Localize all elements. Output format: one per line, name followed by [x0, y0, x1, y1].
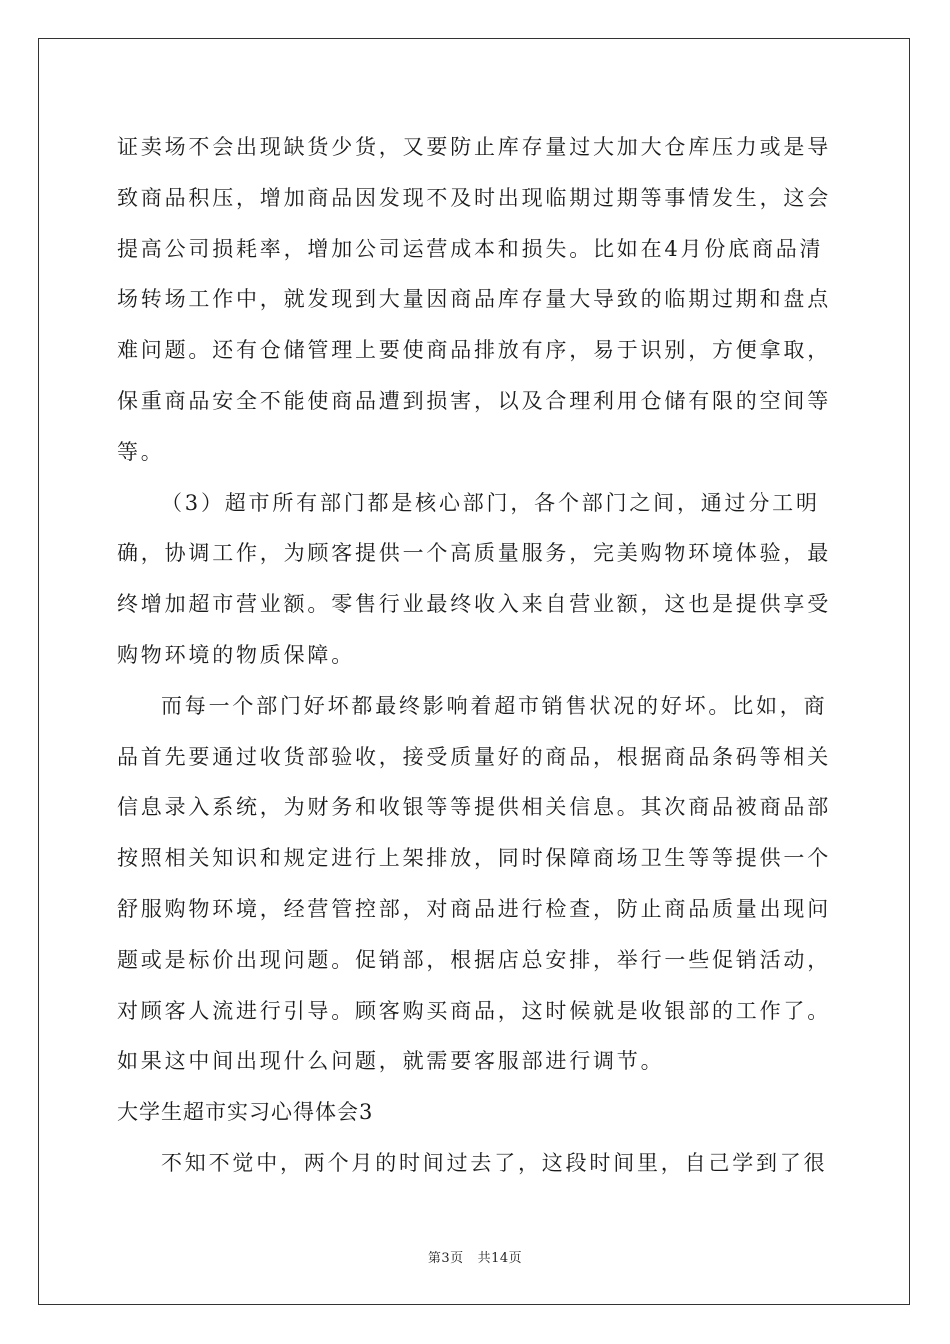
- page-number: 第3页: [427, 1251, 464, 1266]
- text-line: 信息录入系统，为财务和收银等等提供相关信息。其次商品被商品部: [117, 795, 831, 820]
- page-footer: [0, 1247, 950, 1266]
- text-line: 难问题。还有仓储管理上要使商品排放有序，易于识别，方便拿取，: [117, 338, 831, 363]
- text-line: 品首先要通过收货部验收，接受质量好的商品，根据商品条码等相关: [117, 744, 831, 769]
- paragraph-start-line: 不知不觉中，两个月的时间过去了，这段时间里，自己学到了很: [161, 1150, 828, 1175]
- document-body: [117, 122, 833, 1189]
- text-line: 等。: [117, 439, 165, 464]
- text-line: 提高公司损耗率，增加公司运营成本和损失。比如在4月份底商品清: [117, 236, 824, 261]
- paragraph-start-line: （3）超市所有部门都是核心部门，各个部门之间，通过分工明: [161, 490, 820, 515]
- text-line: 舒服购物环境，经营管控部，对商品进行检查，防止商品质量出现问: [117, 896, 831, 921]
- section-heading: 大学生超市实习心得体会3: [117, 1100, 374, 1125]
- text-line: 如果这中间出现什么问题，就需要客服部进行调节。: [117, 1049, 665, 1074]
- text-line: 对顾客人流进行引导。顾客购买商品，这时候就是收银部的工作了。: [117, 998, 831, 1023]
- text-line: 保重商品安全不能使商品遭到损害，以及合理利用仓储有限的空间等: [117, 388, 831, 413]
- text-line: 场转场工作中，就发现到大量因商品库存量大导致的临期过期和盘点: [117, 287, 831, 312]
- text-line: 确，协调工作，为顾客提供一个高质量服务，完美购物环境体验，最: [117, 541, 831, 566]
- text-line: 购物环境的物质保障。: [117, 642, 355, 667]
- total-pages: 共14页: [477, 1251, 523, 1266]
- text-line: 终增加超市营业额。零售行业最终收入来自营业额，这也是提供享受: [117, 592, 831, 617]
- text-line: 致商品积压，增加商品因发现不及时出现临期过期等事情发生，这会: [117, 185, 831, 210]
- text-line: 证卖场不会出现缺货少货，又要防止库存量过大加大仓库压力或是导: [117, 135, 831, 159]
- paragraph-start-line: 而每一个部门好坏都最终影响着超市销售状况的好坏。比如，商: [161, 693, 828, 718]
- text-line: 按照相关知识和规定进行上架排放，同时保障商场卫生等等提供一个: [117, 846, 831, 871]
- text-line: 题或是标价出现问题。促销部，根据店总安排，举行一些促销活动，: [117, 947, 831, 972]
